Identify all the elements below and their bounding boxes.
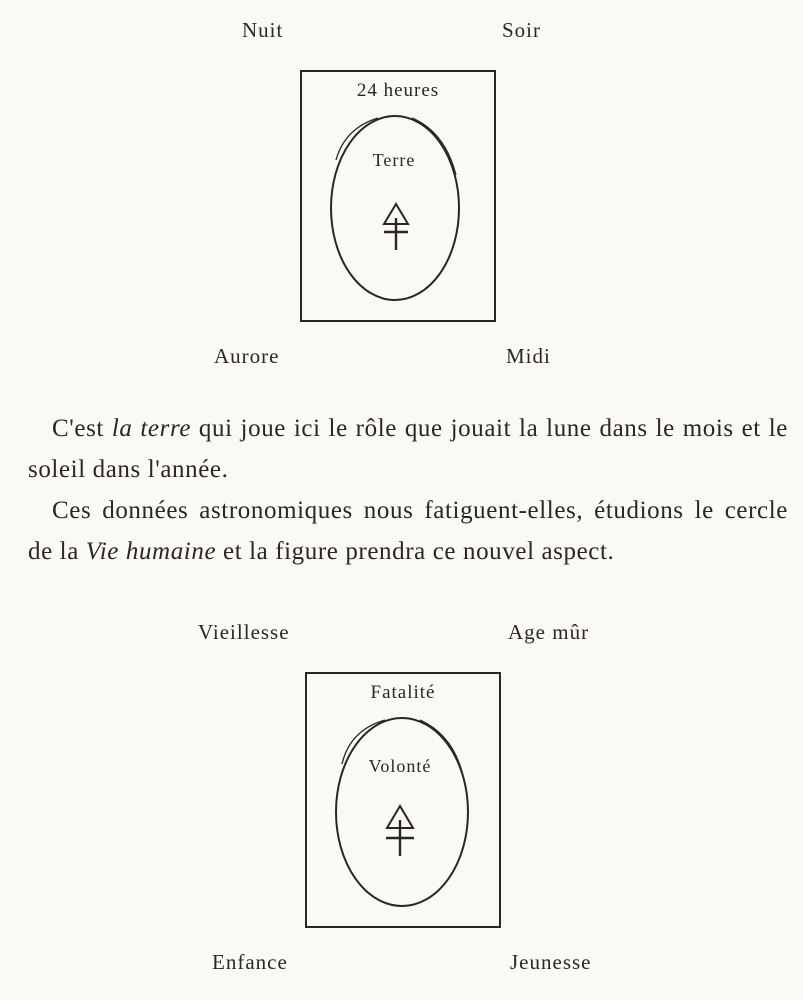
corner-label-soir: Soir (502, 18, 542, 42)
oval-label-terre: Terre (372, 150, 416, 170)
paragraph-1 (28, 408, 788, 490)
paragraph-1-emphasis: la terre (111, 415, 192, 442)
corner-label-vieillesse: Vieillesse (198, 620, 290, 644)
corner-label-enfance: Enfance (212, 950, 288, 974)
box-title: Fatalité (370, 682, 436, 703)
corner-label-midi: Midi (506, 344, 551, 368)
body-text (28, 408, 788, 572)
paragraph-2-part2: et la figure prendra ce nouvel aspect. (216, 538, 615, 565)
paragraph-2-emphasis: Vie humaine (85, 538, 217, 565)
paragraph-1-part1: C'est (52, 415, 112, 442)
paragraph-2 (28, 490, 788, 572)
box-title: 24 heures (356, 80, 440, 101)
diagram-frame (300, 70, 496, 322)
paragraph-1-part2: qui joue ici le rôle que jouait la lune dans le mois et le soleil dans l'année. (28, 415, 788, 483)
corner-label-jeunesse: Jeunesse (510, 950, 592, 974)
diagram-frame (305, 672, 501, 928)
paragraph-2-part1: Ces données astronomiques nous fatiguent-elles, étudions le cercle de la (28, 497, 788, 565)
oval-label-volonte: Volonté (368, 756, 432, 776)
corner-label-age-mur: Age mûr (508, 620, 590, 644)
corner-label-aurore: Aurore (214, 344, 280, 368)
corner-label-nuit: Nuit (242, 18, 284, 42)
